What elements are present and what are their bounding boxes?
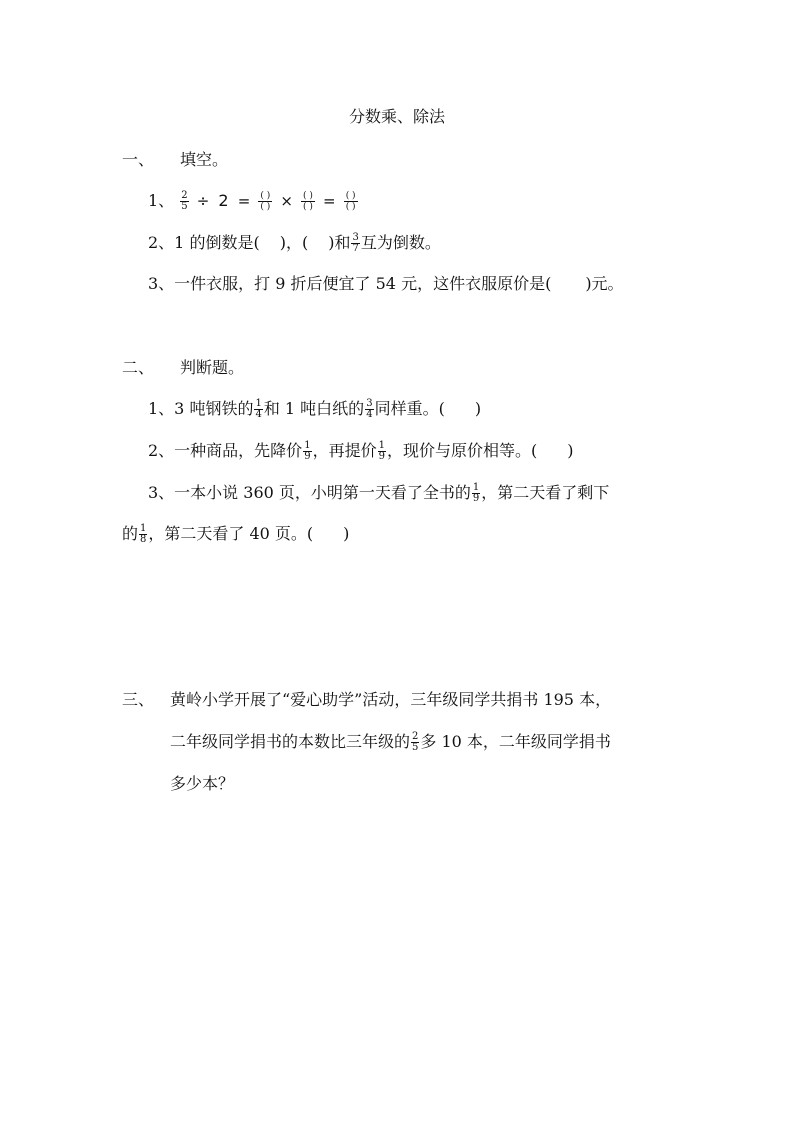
fraction-denominator: 4 — [366, 409, 373, 420]
fraction — [378, 441, 386, 462]
question-text: 3、一件衣服，打 9 折后便宜了 54 元，这件衣服原价是( — [148, 274, 552, 293]
fraction — [303, 441, 311, 462]
question-text: 2、1 的倒数是( — [148, 233, 260, 252]
section3-line3 — [170, 773, 234, 795]
question-number: 1、 — [148, 191, 175, 210]
section3-heading — [122, 689, 154, 711]
question-text: )元。 — [585, 274, 624, 293]
times-sign: × — [280, 192, 293, 210]
section1-heading — [122, 149, 228, 171]
fraction-numerator: 2 — [181, 190, 188, 201]
fraction — [351, 233, 359, 254]
section2-heading — [122, 357, 244, 379]
question-2-2 — [148, 440, 573, 462]
question-2-3-line1 — [148, 482, 609, 504]
question-text: 同样重。( — [374, 399, 445, 418]
equals-sign: = — [323, 192, 336, 210]
question-2-1 — [148, 398, 481, 420]
fraction-numerator: 1 — [378, 440, 385, 451]
fraction-denominator: 7 — [352, 243, 359, 254]
fraction-numerator: 2 — [412, 731, 419, 742]
fraction-numerator: 1 — [304, 440, 311, 451]
blank-fraction — [258, 191, 272, 212]
fraction — [411, 732, 419, 753]
fraction — [254, 399, 262, 420]
blank-numerator: ( ) — [260, 191, 271, 201]
question-1-1 — [148, 190, 359, 212]
fraction-numerator: 3 — [352, 232, 359, 243]
fraction-denominator: 9 — [472, 493, 480, 504]
question-1-3 — [148, 273, 624, 295]
section1-title: 填空。 — [180, 150, 229, 169]
question-text: 多 10 本，二年级同学捐书 — [420, 732, 611, 751]
fraction-denominator: 8 — [140, 534, 147, 545]
fraction-denominator: 9 — [304, 451, 311, 462]
fraction — [139, 524, 147, 545]
question-text: ，第二天看了 40 页。( — [148, 524, 314, 543]
blank-fraction — [301, 191, 315, 212]
section2-number: 二、 — [122, 358, 155, 377]
question-1-2 — [148, 232, 441, 254]
question-text: 和 1 吨白纸的 — [263, 399, 365, 418]
question-text: 黄岭小学开展了“爱心助学”活动，三年级同学共捐书 195 本， — [170, 690, 612, 709]
question-2-3-line2 — [122, 523, 349, 545]
question-text: 2、一种商品，先降价 — [148, 441, 303, 460]
fraction-denominator: 5 — [412, 742, 419, 753]
fraction-numerator: 3 — [366, 398, 373, 409]
blank-denominator: ( ) — [303, 202, 313, 212]
question-text: 多少本？ — [170, 774, 235, 793]
fraction-numerator: 1 — [472, 482, 480, 493]
question-text: ) — [343, 524, 350, 543]
section2-title: 判断题。 — [180, 358, 245, 377]
question-text: 互为倒数。 — [360, 233, 441, 252]
fraction-numerator: 1 — [255, 398, 262, 409]
blank-denominator: ( ) — [260, 202, 271, 212]
fraction — [365, 399, 373, 420]
fraction-denominator: 5 — [181, 201, 188, 212]
question-text: 的 — [122, 524, 139, 543]
question-text: 3、一本小说 360 页，小明第一天看了全书的 — [148, 483, 471, 502]
fraction-denominator: 4 — [255, 409, 262, 420]
divide-sign: ÷ — [196, 192, 210, 210]
section1-number: 一、 — [122, 150, 155, 169]
question-text: )，( — [279, 233, 309, 252]
question-text: 1、3 吨钢铁的 — [148, 399, 254, 418]
number-two: 2 — [218, 191, 229, 210]
question-text: ，再提价 — [312, 441, 377, 460]
question-text: )和 — [328, 233, 351, 252]
fraction-numerator: 1 — [140, 523, 147, 534]
fraction — [472, 483, 480, 504]
question-text: ) — [474, 399, 482, 418]
equals-sign: = — [237, 192, 251, 210]
section3-line2 — [170, 731, 611, 753]
blank-numerator: ( ) — [303, 191, 313, 201]
fraction-denominator: 9 — [378, 451, 385, 462]
page-title: 分数乘、除法 — [348, 107, 445, 126]
question-text: ，现价与原价相等。( — [386, 441, 538, 460]
section3-line1 — [170, 689, 611, 711]
blank-fraction — [344, 191, 358, 212]
section3-number: 三、 — [122, 690, 155, 709]
blank-denominator: ( ) — [345, 202, 356, 212]
blank-numerator: ( ) — [345, 191, 356, 201]
question-text: ，第二天看了剩下 — [481, 483, 610, 502]
question-text: ) — [567, 441, 574, 460]
fraction — [180, 191, 188, 212]
question-text: 二年级同学捐书的本数比三年级的 — [170, 732, 411, 751]
